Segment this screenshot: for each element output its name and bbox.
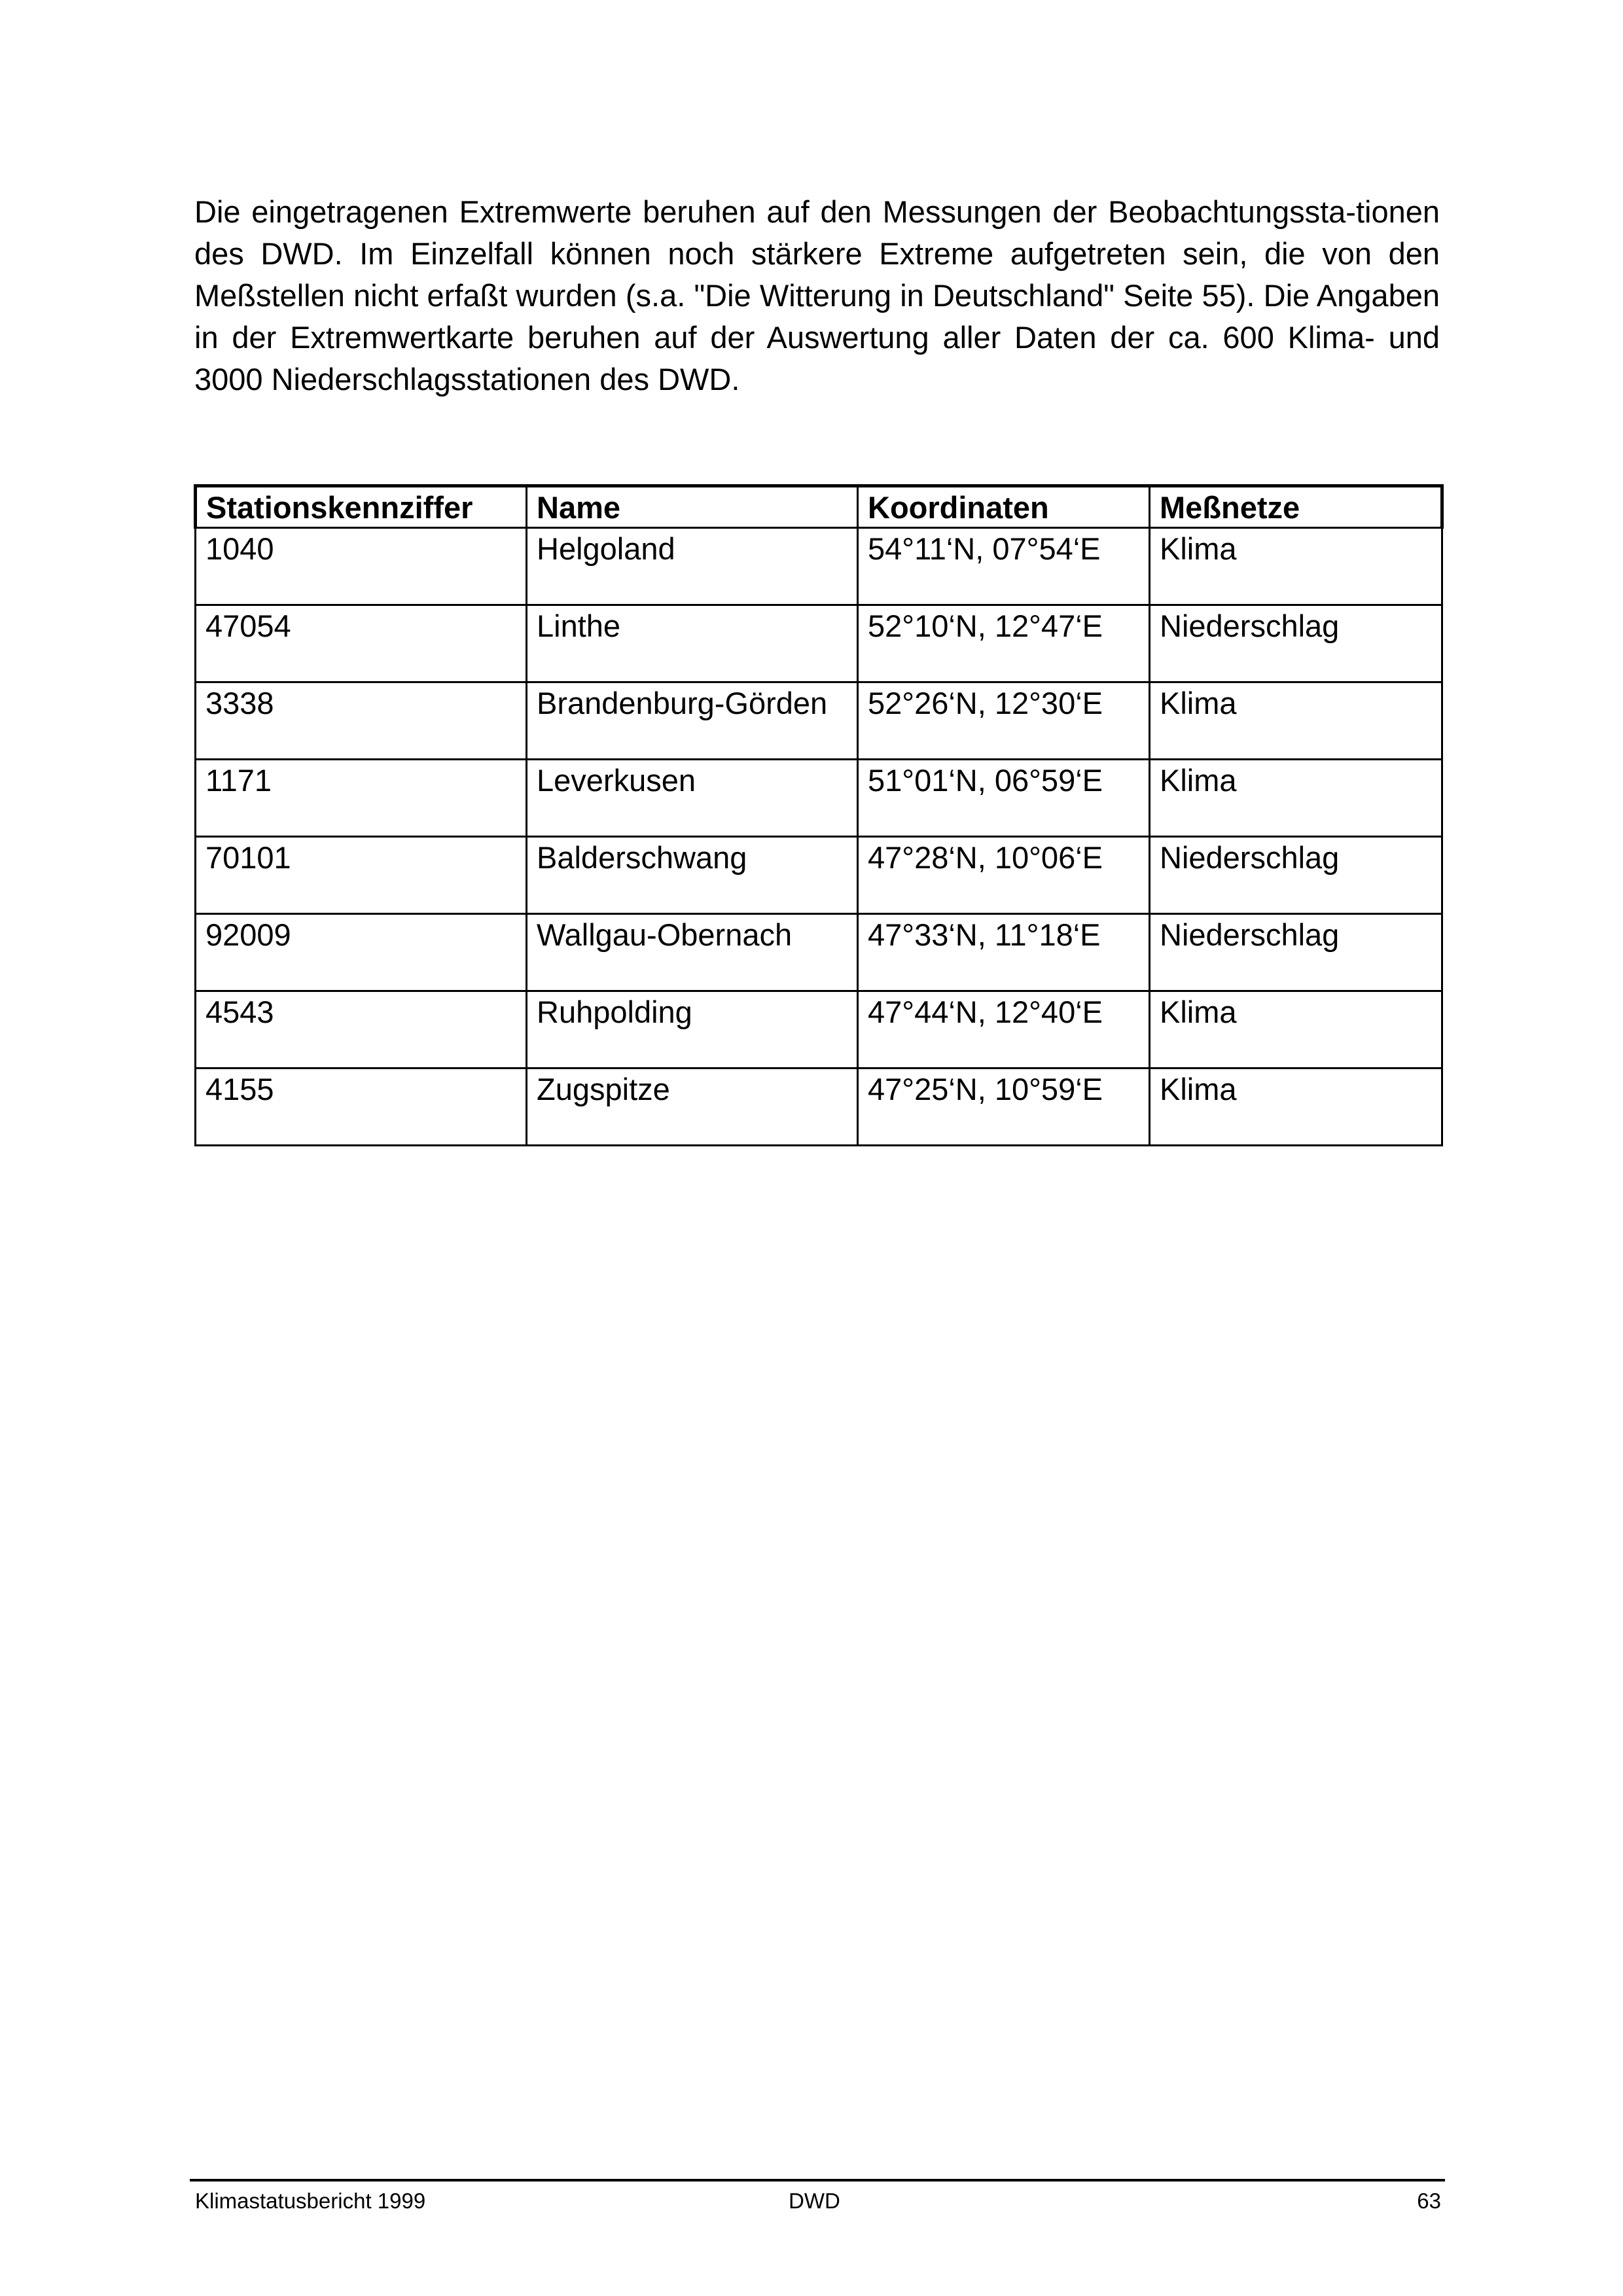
cell-name: Zugspitze [527,1069,858,1146]
cell-name: Wallgau-Obernach [527,914,858,991]
cell-coordinates: 47°25‘N, 10°59‘E [858,1069,1150,1146]
table-header-row [196,486,1442,528]
footer-divider [190,2179,1445,2181]
table-row [196,914,1442,991]
cell-coordinates: 52°26‘N, 12°30‘E [858,682,1150,760]
cell-station-id: 1171 [196,760,527,837]
table-row [196,760,1442,837]
cell-coordinates: 51°01‘N, 06°59‘E [858,760,1150,837]
table-row [196,528,1442,605]
cell-network: Klima [1150,991,1442,1069]
table-row [196,605,1442,682]
cell-name: Leverkusen [527,760,858,837]
header-name: Name [527,486,858,528]
cell-station-id: 47054 [196,605,527,682]
cell-network: Klima [1150,528,1442,605]
cell-network: Niederschlag [1150,914,1442,991]
station-table [194,484,1444,1146]
cell-coordinates: 47°28‘N, 10°06‘E [858,837,1150,914]
cell-station-id: 4155 [196,1069,527,1146]
cell-station-id: 1040 [196,528,527,605]
cell-network: Niederschlag [1150,837,1442,914]
cell-coordinates: 52°10‘N, 12°47‘E [858,605,1150,682]
cell-coordinates: 47°33‘N, 11°18‘E [858,914,1150,991]
table-row [196,1069,1442,1146]
footer-page-number: 63 [1417,2189,1441,2213]
cell-network: Klima [1150,682,1442,760]
header-networks: Meßnetze [1150,486,1442,528]
cell-network: Niederschlag [1150,605,1442,682]
cell-name: Balderschwang [527,837,858,914]
cell-name: Linthe [527,605,858,682]
table-row [196,682,1442,760]
cell-name: Brandenburg-Görden [527,682,858,760]
cell-network: Klima [1150,1069,1442,1146]
header-station-id: Stationskennziffer [196,486,527,528]
table-row [196,837,1442,914]
cell-coordinates: 54°11‘N, 07°54‘E [858,528,1150,605]
cell-station-id: 92009 [196,914,527,991]
cell-station-id: 70101 [196,837,527,914]
cell-name: Helgoland [527,528,858,605]
footer-report-title: Klimastatusbericht 1999 [195,2189,426,2213]
table-row [196,991,1442,1069]
intro-paragraph: Die eingetragenen Extremwerte beruhen auf den Messungen der Beobachtungssta-tionen des DWD. Im Einzelfall können noch stärkere Extreme aufgetreten sein, die von den Meßstellen nicht erfaßt wurden (s.a. "Die Witterung in Deutschland" Seite 55). Die Angaben in der Extremwertkarte beruhen auf der Auswertung aller Daten der ca. 600 Klima- und 3000 Niederschlagsstationen des DWD. [194,194,1440,397]
header-coordinates: Koordinaten [858,486,1150,528]
cell-coordinates: 47°44‘N, 12°40‘E [858,991,1150,1069]
cell-station-id: 3338 [196,682,527,760]
cell-station-id: 4543 [196,991,527,1069]
footer-publisher: DWD [789,2189,840,2213]
cell-name: Ruhpolding [527,991,858,1069]
cell-network: Klima [1150,760,1442,837]
